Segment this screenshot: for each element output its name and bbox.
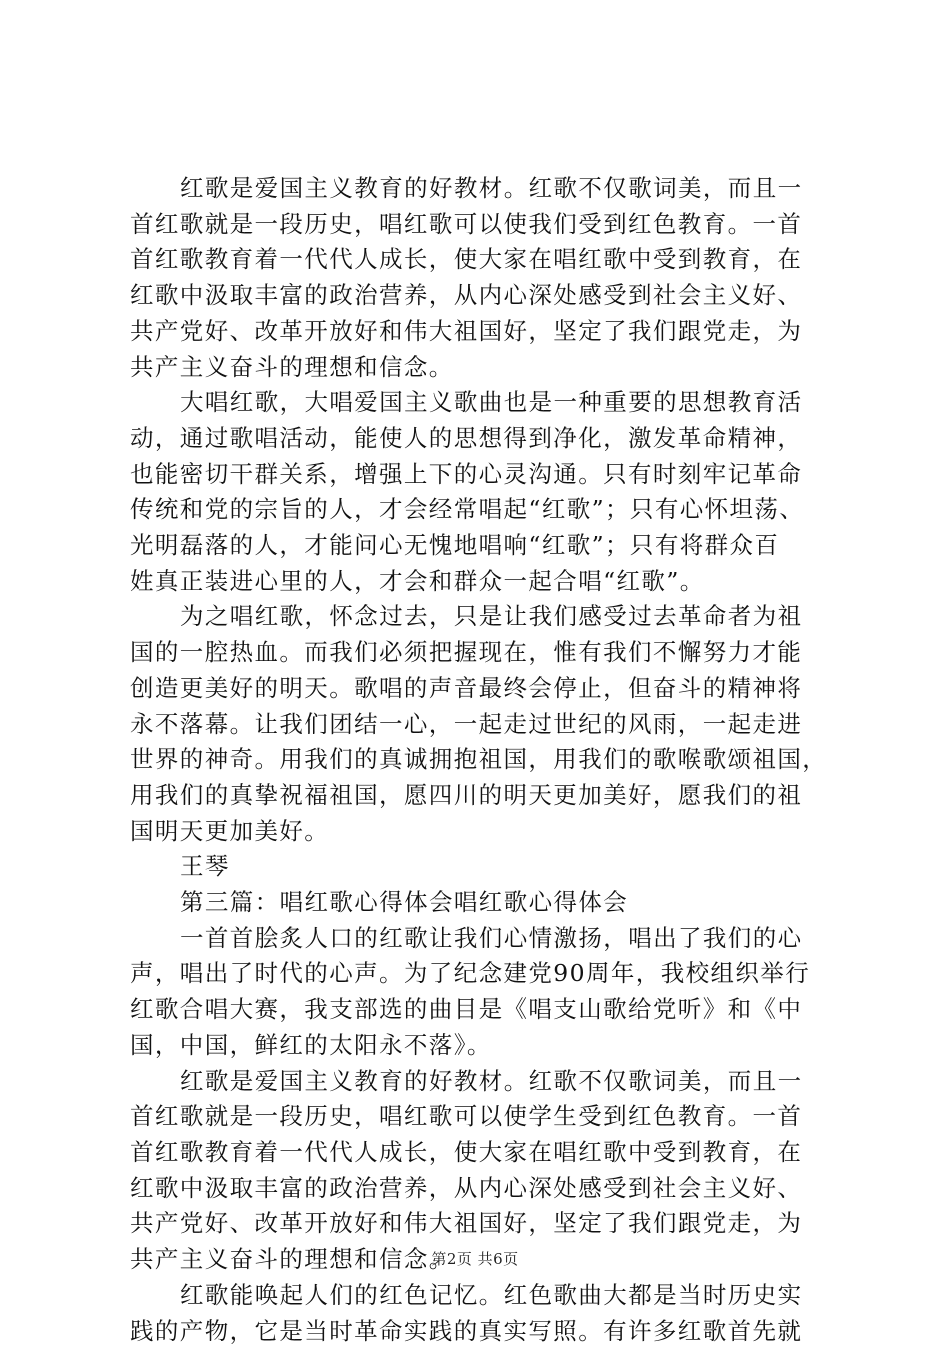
document-body: [130, 171, 840, 1349]
text-line: 国的一腔热血。而我们必须把握现在，惟有我们不懈努力才能: [130, 635, 840, 671]
text-line: 首红歌就是一段历史，唱红歌可以使学生受到红色教育。一首: [130, 1099, 840, 1135]
text-line: 光明磊落的人，才能问心无愧地唱响“红歌”；只有将群众百: [130, 528, 840, 564]
text-line: 首红歌教育着一代代人成长，使大家在唱红歌中受到教育，在: [130, 242, 840, 278]
text-line: 红歌能唤起人们的红色记忆。红色歌曲大都是当时历史实: [130, 1278, 840, 1314]
text-line: 共产主义奋斗的理想和信念。: [130, 1242, 840, 1278]
text-line: 国明天更加美好。: [130, 814, 840, 850]
text-line: 红歌是爱国主义教育的好教材。红歌不仅歌词美，而且一: [130, 1064, 840, 1100]
text-line: 也能密切干群关系，增强上下的心灵沟通。只有时刻牢记革命: [130, 457, 840, 493]
text-line: 践的产物，它是当时革命实践的真实写照。有许多红歌首先就: [130, 1314, 840, 1349]
text-line: 用我们的真挚祝福祖国，愿四川的明天更加美好，愿我们的祖: [130, 778, 840, 814]
text-line: 红歌中汲取丰富的政治营养，从内心深处感受到社会主义好、: [130, 278, 840, 314]
text-line: 共产党好、改革开放好和伟大祖国好，坚定了我们跟党走，为: [130, 314, 840, 350]
author-name: 王琴: [130, 849, 840, 885]
text-line: 声，唱出了时代的心声。为了纪念建党90周年，我校组织举行: [130, 956, 840, 992]
text-line: 传统和党的宗旨的人，才会经常唱起“红歌”；只有心怀坦荡、: [130, 492, 840, 528]
text-line: 首红歌就是一段历史，唱红歌可以使我们受到红色教育。一首: [130, 207, 840, 243]
text-line: 共产党好、改革开放好和伟大祖国好，坚定了我们跟党走，为: [130, 1206, 840, 1242]
text-block: [130, 171, 840, 1349]
text-line: 世界的神奇。用我们的真诚拥抱祖国，用我们的歌喉歌颂祖国，: [130, 742, 840, 778]
text-line: 共产主义奋斗的理想和信念。: [130, 350, 840, 386]
text-line: 一首首脍炙人口的红歌让我们心情激扬，唱出了我们的心: [130, 921, 840, 957]
text-line: 创造更美好的明天。歌唱的声音最终会停止，但奋斗的精神将: [130, 671, 840, 707]
text-line: 为之唱红歌，怀念过去，只是让我们感受过去革命者为祖: [130, 599, 840, 635]
text-line: 红歌是爱国主义教育的好教材。红歌不仅歌词美，而且一: [130, 171, 840, 207]
text-line: 国，中国，鲜红的太阳永不落》。: [130, 1028, 840, 1064]
text-line: 首红歌教育着一代代人成长，使大家在唱红歌中受到教育，在: [130, 1135, 840, 1171]
text-line: 大唱红歌，大唱爱国主义歌曲也是一种重要的思想教育活: [130, 385, 840, 421]
text-line: 红歌中汲取丰富的政治营养，从内心深处感受到社会主义好、: [130, 1171, 840, 1207]
section-heading: 第三篇：唱红歌心得体会唱红歌心得体会: [130, 885, 840, 921]
text-line: 永不落幕。让我们团结一心，一起走过世纪的风雨，一起走进: [130, 707, 840, 743]
page-number-footer: 第2页 共6页: [0, 1248, 950, 1269]
text-line: 动，通过歌唱活动，能使人的思想得到净化，激发革命精神，: [130, 421, 840, 457]
text-line: 姓真正装进心里的人，才会和群众一起合唱“红歌”。: [130, 564, 840, 600]
text-line: 红歌合唱大赛，我支部选的曲目是《唱支山歌给党听》和《中: [130, 992, 840, 1028]
